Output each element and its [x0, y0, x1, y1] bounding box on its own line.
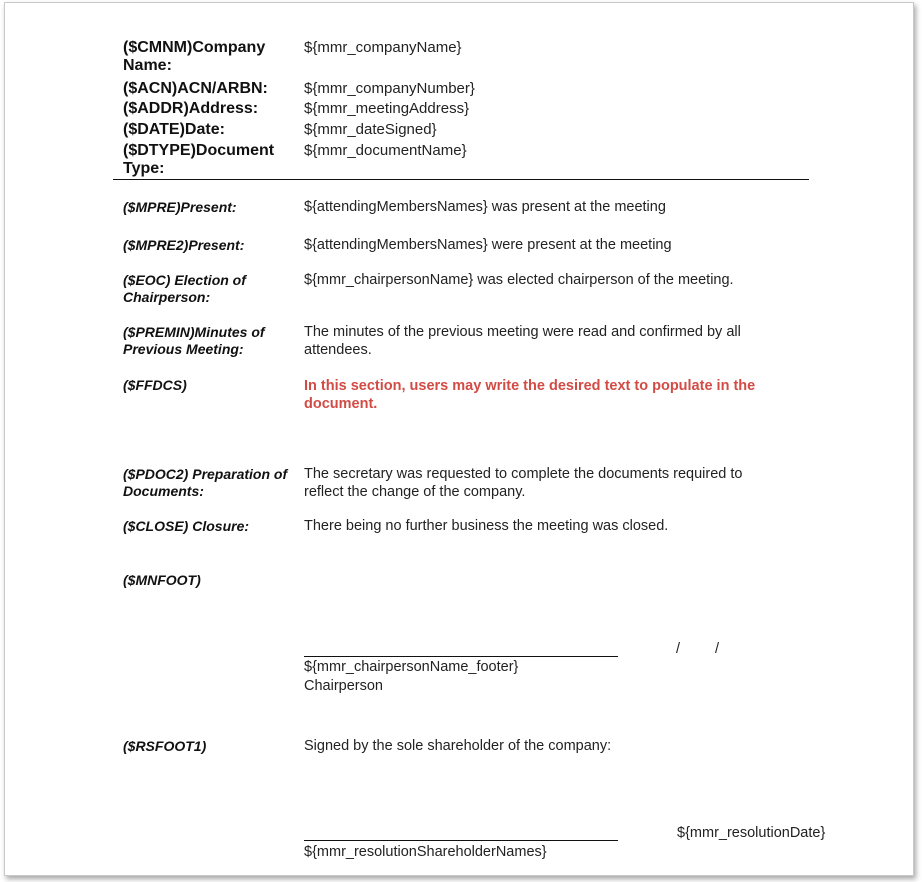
- mpre-text: ${attendingMembersNames} was present at the meeting: [304, 199, 666, 215]
- mpre-label: ($MPRE)Present:: [123, 199, 237, 215]
- date-slash-2: /: [715, 641, 720, 657]
- acn-value: ${mmr_companyNumber}: [304, 80, 475, 97]
- mpre2-text: ${attendingMembersNames} were present at the meeting: [304, 237, 672, 253]
- document-type-value: ${mmr_documentName}: [304, 142, 467, 159]
- pdoc2-label: ($PDOC2) Preparation of Documents:: [123, 466, 288, 499]
- document-type-label: ($DTYPE)Document Type:: [123, 142, 275, 177]
- date-label: ($DATE)Date:: [123, 121, 225, 138]
- ffdcs-placeholder-text: In this section, users may write the desired text to populate in the document.: [304, 378, 756, 412]
- date-value: ${mmr_dateSigned}: [304, 121, 437, 138]
- premin-text: The minutes of the previous meeting were read and confirmed by all attendees.: [304, 324, 741, 358]
- mpre2-label: ($MPRE2)Present:: [123, 237, 245, 253]
- address-label: ($ADDR)Address:: [123, 100, 259, 117]
- chairperson-role: Chairperson: [304, 678, 383, 694]
- chairperson-name: ${mmr_chairpersonName_footer}: [304, 659, 519, 675]
- chairperson-signature-line: [304, 656, 618, 657]
- acn-label: ($ACN)ACN/ARBN:: [123, 80, 268, 97]
- company-name-value: ${mmr_companyName}: [304, 39, 462, 56]
- ffdcs-label: ($FFDCS): [123, 377, 187, 393]
- eoc-text: ${mmr_chairpersonName} was elected chairperson of the meeting.: [304, 272, 734, 288]
- pdoc2-text: The secretary was requested to complete the documents required to reflect the change of the company.: [304, 466, 743, 500]
- eoc-label: ($EOC) Election of Chairperson:: [123, 272, 246, 305]
- shareholder-names: ${mmr_resolutionShareholderNames}: [304, 844, 547, 860]
- date-slash-1: /: [676, 641, 681, 657]
- rsfoot-label: ($RSFOOT1): [123, 738, 207, 754]
- resolution-date: ${mmr_resolutionDate}: [677, 825, 826, 841]
- shareholder-signature-line: [304, 840, 618, 841]
- address-value: ${mmr_meetingAddress}: [304, 100, 470, 117]
- close-label: ($CLOSE) Closure:: [123, 518, 250, 534]
- header-divider: [113, 179, 809, 180]
- premin-label: ($PREMIN)Minutes of Previous Meeting:: [123, 324, 265, 357]
- mnfoot-label: ($MNFOOT): [123, 572, 201, 588]
- company-name-label: ($CMNM)Company Name:: [123, 39, 266, 74]
- rsfoot-text: Signed by the sole shareholder of the company:: [304, 738, 612, 754]
- close-text: There being no further business the meeting was closed.: [304, 518, 669, 534]
